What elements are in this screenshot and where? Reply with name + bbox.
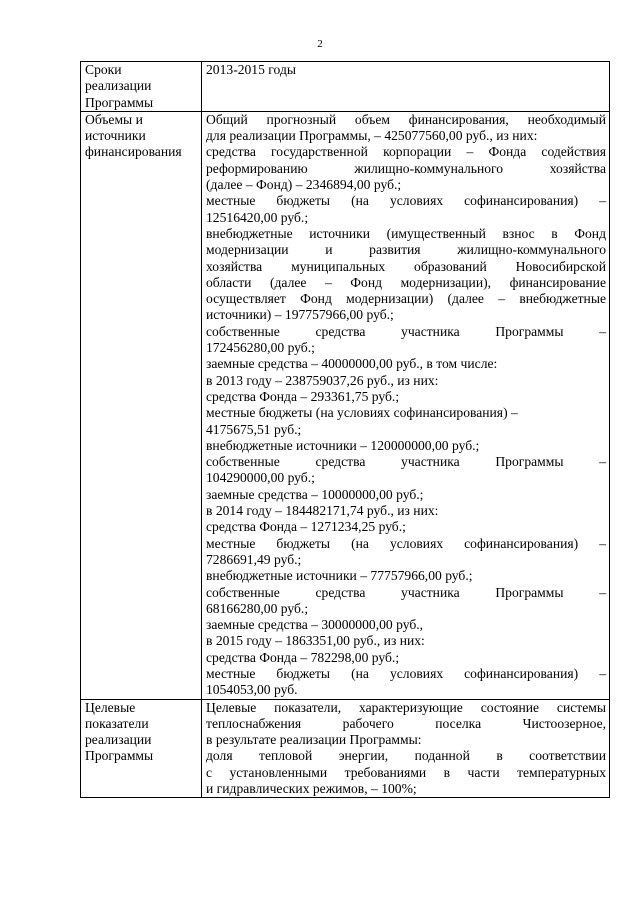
label-line: источники [85,128,146,144]
content-line: 104290000,00 руб.; [206,470,315,486]
content-line: в 2014 году – 184482171,74 руб., из них: [206,503,439,519]
row-label-cell [81,699,202,798]
content-line: местные бюджеты (на условиях софинансирования) – [206,405,518,421]
content-line: доля тепловой энергии, поданной в соответствии [206,748,606,764]
label-line: финансирования [85,144,182,160]
label-line: показатели [85,715,149,731]
table-row [81,111,610,699]
label-line: Целевые [85,699,136,715]
content-line: реформированию жилищно-коммунального хозяйства [206,160,606,176]
content-line: заемные средства – 30000000,00 руб., [206,617,424,633]
content-line: теплоснабжения рабочего поселка Чистоозерное, [206,715,606,731]
label-line: Сроки [85,62,122,77]
content-line: и гидравлических режимов, – 100%; [206,781,417,797]
content-line: Целевые показатели, характеризующие состояние системы [206,699,606,715]
content-line: (далее – Фонд) – 2346894,00 руб.; [206,177,402,193]
content-line: местные бюджеты (на условиях софинансирования) – [206,665,606,681]
content-line: внебюджетные источники – 77757966,00 руб.; [206,568,473,584]
content-line: средства государственной корпорации – Фонда содействия [206,144,606,160]
content-line: в 2015 году – 1863351,00 руб., из них: [206,633,425,649]
content-line: заемные средства – 10000000,00 руб.; [206,486,424,502]
table-row [81,62,610,112]
content-line: 4175675,51 руб.; [206,421,302,437]
content-line: для реализации Программы, – 425077560,00 руб., из них: [206,128,538,144]
content-line: Общий прогнозный объем финансирования, необходимый [206,111,606,127]
content-line: средства Фонда – 293361,75 руб.; [206,388,400,404]
content-line: в результате реализации Программы: [206,732,422,748]
content-line: с установленными требованиями в части температурных [206,764,606,780]
content-line: собственные средства участника Программы – [206,323,606,339]
content-line: 1054053,00 руб. [206,682,298,698]
label-line: Программы [85,94,154,110]
content-line: 2013-2015 годы [206,62,296,77]
content-line: местные бюджеты (на условиях софинансирования) – [206,535,606,551]
content-line: хозяйства муниципальных образований Новосибирской [206,258,606,274]
row-content-cell [202,111,610,699]
content-line: собственные средства участника Программы – [206,584,606,600]
content-line: осуществляет Фонд модернизации) (далее – внебюджетные [206,291,606,307]
content-line: внебюджетные источники (имущественный взнос в Фонд [206,225,606,241]
content-line: 172456280,00 руб.; [206,340,315,356]
content-line: в 2013 году – 238759037,26 руб., из них: [206,372,439,388]
content-line: внебюджетные источники – 120000000,00 руб.; [206,437,480,453]
row-content-cell [202,62,610,112]
row-content-cell [202,699,610,798]
table-row [81,699,610,798]
content-line: 12516420,00 руб.; [206,209,309,225]
page-number: 2 [317,38,323,50]
content-line: 7286691,49 руб.; [206,551,302,567]
content-line: заемные средства – 40000000,00 руб., в том числе: [206,356,498,372]
row-label-cell [81,62,202,112]
content-line: источники) – 197757966,00 руб.; [206,307,394,323]
content-line: средства Фонда – 782298,00 руб.; [206,649,400,665]
content-line: модернизации и развития жилищно-коммунального [206,242,606,258]
content-line: местные бюджеты (на условиях софинансирования) – [206,193,606,209]
label-line: реализации [85,78,152,94]
label-line: Объемы и [85,111,143,127]
content-line: собственные средства участника Программы – [206,454,606,470]
label-line: Программы [85,748,154,764]
row-label-cell [81,111,202,699]
content-line: средства Фонда – 1271234,25 руб.; [206,519,406,535]
label-line: реализации [85,732,152,748]
content-line: 68166280,00 руб.; [206,600,309,616]
content-line: области (далее – Фонд модернизации), финансирование [206,274,606,290]
program-passport-table [80,61,610,798]
